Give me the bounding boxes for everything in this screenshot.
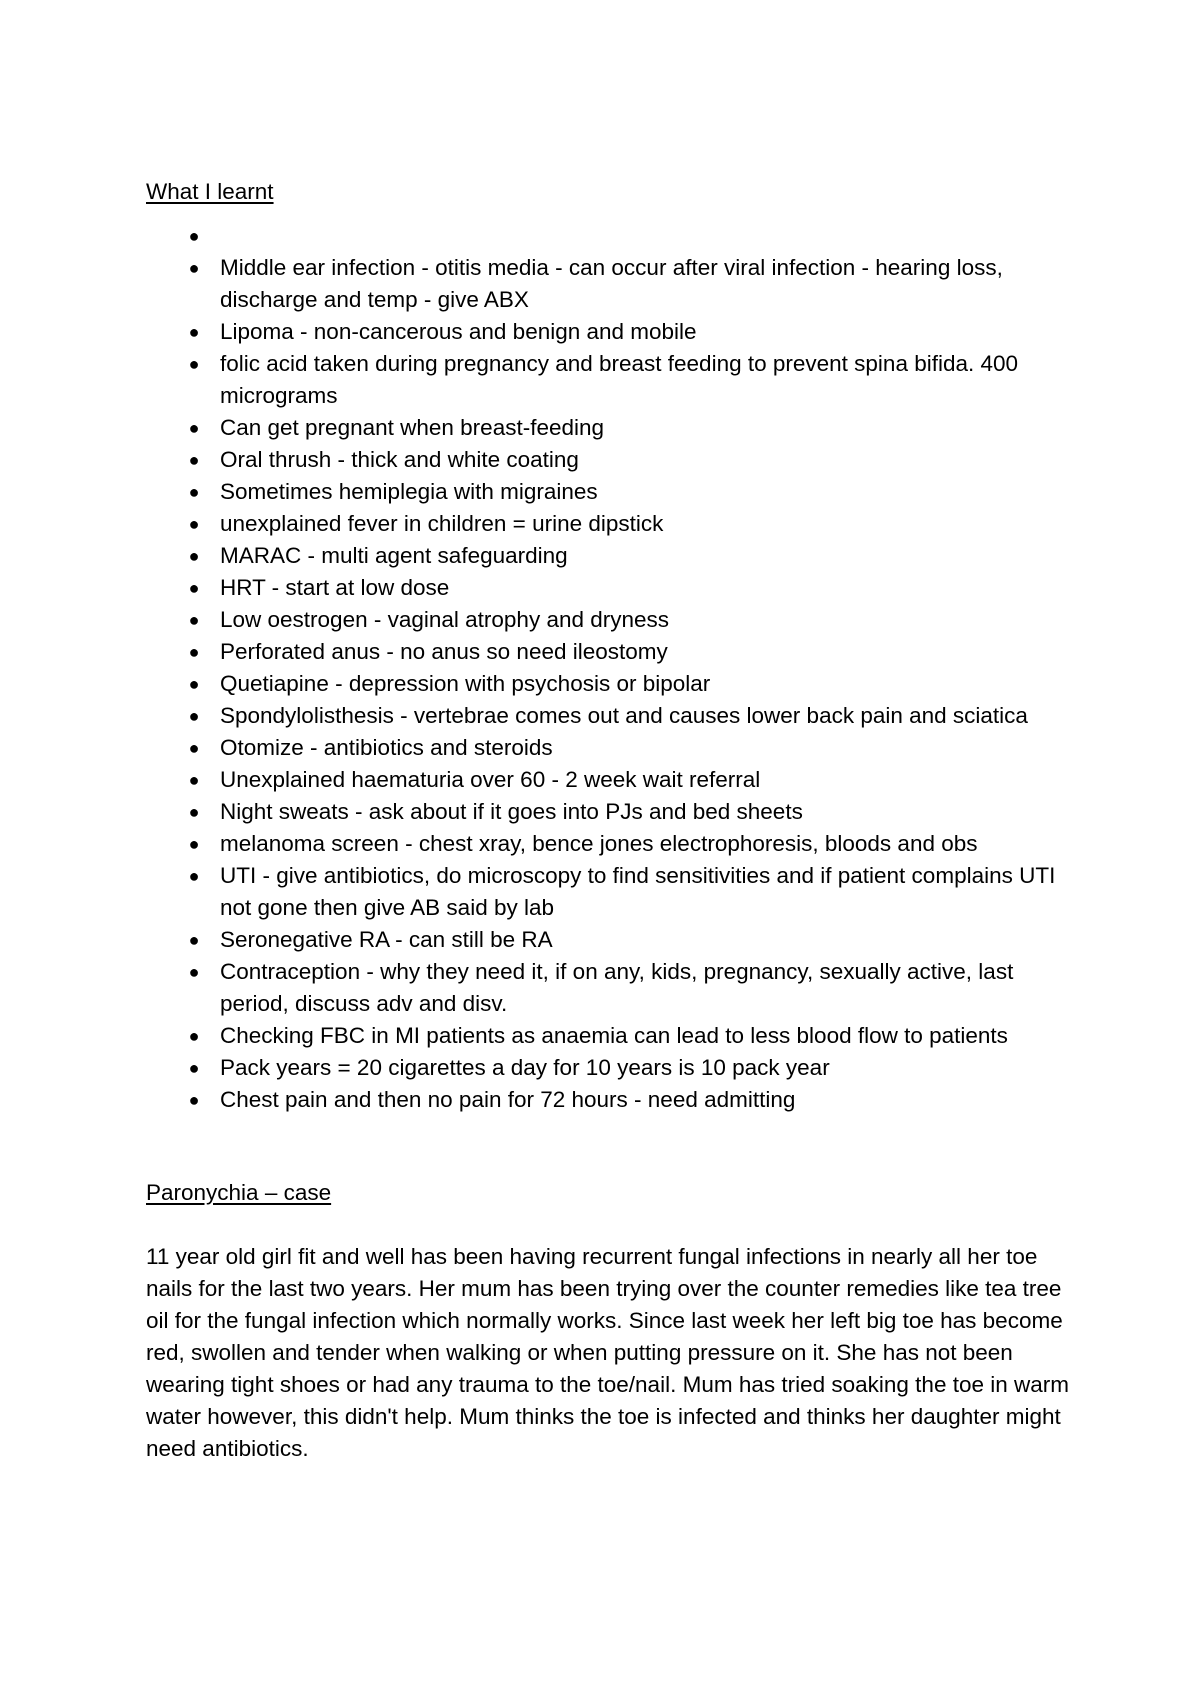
list-item-text: Sometimes hemiplegia with migraines bbox=[220, 479, 598, 504]
list-item-text: Middle ear infection - otitis media - can occur after viral infection - hearing loss, discharge and temp - give ABX bbox=[220, 255, 1003, 312]
list-item bbox=[146, 252, 1076, 316]
bullet-icon: ● bbox=[188, 962, 200, 982]
bullet-icon: ● bbox=[188, 834, 200, 854]
list-item-text: Night sweats - ask about if it goes into PJs and bed sheets bbox=[220, 799, 803, 824]
list-item-text: HRT - start at low dose bbox=[220, 575, 450, 600]
bullet-icon: ● bbox=[188, 1026, 200, 1046]
list-item-text: Low oestrogen - vaginal atrophy and dryness bbox=[220, 607, 670, 632]
list-item bbox=[146, 348, 1076, 412]
bullet-icon: ● bbox=[188, 706, 200, 726]
list-item-text: MARAC - multi agent safeguarding bbox=[220, 543, 568, 568]
list-item bbox=[146, 412, 1076, 444]
case-description-paragraph: 11 year old girl fit and well has been having recurrent fungal infections in nearly all her toe nails for the last two years. Her mum has been trying over the counter remedies like tea tree oil for the fungal infection which normally works. Since last week her left big toe has become red, swollen and tender when walking or when putting pressure on it. She has not been wearing tight shoes or had any trauma to the toe/nail. Mum has tried soaking the toe in warm water however, this didn't help. Mum thinks the toe is infected and thinks her daughter might need antibiotics. bbox=[146, 1244, 1069, 1461]
list-item bbox=[146, 316, 1076, 348]
bullet-icon: ● bbox=[188, 930, 200, 950]
bullet-icon: ● bbox=[188, 322, 200, 342]
list-item bbox=[146, 1020, 1076, 1052]
list-item bbox=[146, 220, 1076, 252]
list-item-text: Seronegative RA - can still be RA bbox=[220, 927, 553, 952]
bullet-icon: ● bbox=[188, 418, 200, 438]
list-item bbox=[146, 924, 1076, 956]
section-heading-what-i-learnt: What I learnt bbox=[146, 179, 274, 204]
list-item-text: Lipoma - non-cancerous and benign and mobile bbox=[220, 319, 697, 344]
list-item-text: Spondylolisthesis - vertebrae comes out and causes lower back pain and sciatica bbox=[220, 703, 1028, 728]
document-content bbox=[146, 176, 1076, 1465]
list-item-text: Checking FBC in MI patients as anaemia can lead to less blood flow to patients bbox=[220, 1023, 1008, 1048]
list-item bbox=[146, 796, 1076, 828]
bullet-icon: ● bbox=[188, 514, 200, 534]
list-item-text: Perforated anus - no anus so need ileostomy bbox=[220, 639, 668, 664]
bullet-icon: ● bbox=[188, 1090, 200, 1110]
list-item-text: Otomize - antibiotics and steroids bbox=[220, 735, 553, 760]
list-item-text: folic acid taken during pregnancy and breast feeding to prevent spina bifida. 400 micrograms bbox=[220, 351, 1019, 408]
list-item bbox=[146, 604, 1076, 636]
list-item bbox=[146, 476, 1076, 508]
bullet-icon: ● bbox=[188, 546, 200, 566]
bullet-icon: ● bbox=[188, 770, 200, 790]
bullet-icon: ● bbox=[188, 738, 200, 758]
list-item bbox=[146, 572, 1076, 604]
list-item bbox=[146, 636, 1076, 668]
list-item-text: Pack years = 20 cigarettes a day for 10 years is 10 pack year bbox=[220, 1055, 830, 1080]
section-spacer bbox=[146, 1116, 1076, 1177]
list-item bbox=[146, 668, 1076, 700]
list-item bbox=[146, 1052, 1076, 1084]
bullet-icon: ● bbox=[188, 482, 200, 502]
list-item-text: Unexplained haematuria over 60 - 2 week wait referral bbox=[220, 767, 761, 792]
list-item bbox=[146, 700, 1076, 732]
bullet-icon: ● bbox=[188, 674, 200, 694]
list-item bbox=[146, 956, 1076, 1020]
list-item bbox=[146, 508, 1076, 540]
list-item bbox=[146, 1084, 1076, 1116]
list-item bbox=[146, 444, 1076, 476]
list-item-text: Oral thrush - thick and white coating bbox=[220, 447, 579, 472]
list-item-text: UTI - give antibiotics, do microscopy to find sensitivities and if patient complains UTI not gone then give AB said by lab bbox=[220, 863, 1056, 920]
list-item bbox=[146, 540, 1076, 572]
list-item-text: Quetiapine - depression with psychosis or bipolar bbox=[220, 671, 711, 696]
bullet-icon: ● bbox=[188, 450, 200, 470]
bullet-icon: ● bbox=[188, 1058, 200, 1078]
list-item bbox=[146, 764, 1076, 796]
list-item bbox=[146, 732, 1076, 764]
list-item-text: melanoma screen - chest xray, bence jones electrophoresis, bloods and obs bbox=[220, 831, 978, 856]
list-item-text: Can get pregnant when breast-feeding bbox=[220, 415, 605, 440]
bullet-icon: ● bbox=[188, 226, 200, 246]
list-item-text: unexplained fever in children = urine dipstick bbox=[220, 511, 664, 536]
bullet-icon: ● bbox=[188, 642, 200, 662]
bullet-icon: ● bbox=[188, 610, 200, 630]
bullet-icon: ● bbox=[188, 578, 200, 598]
learning-notes-list bbox=[146, 220, 1076, 1116]
bullet-icon: ● bbox=[188, 802, 200, 822]
section-heading-paronychia-case: Paronychia – case bbox=[146, 1180, 332, 1205]
bullet-icon: ● bbox=[188, 866, 200, 886]
bullet-icon: ● bbox=[188, 258, 200, 278]
list-item-text: Contraception - why they need it, if on any, kids, pregnancy, sexually active, last period, discuss adv and disv. bbox=[220, 959, 1014, 1016]
list-item-text: Chest pain and then no pain for 72 hours - need admitting bbox=[220, 1087, 796, 1112]
list-item bbox=[146, 860, 1076, 924]
list-item bbox=[146, 828, 1076, 860]
bullet-icon: ● bbox=[188, 354, 200, 374]
